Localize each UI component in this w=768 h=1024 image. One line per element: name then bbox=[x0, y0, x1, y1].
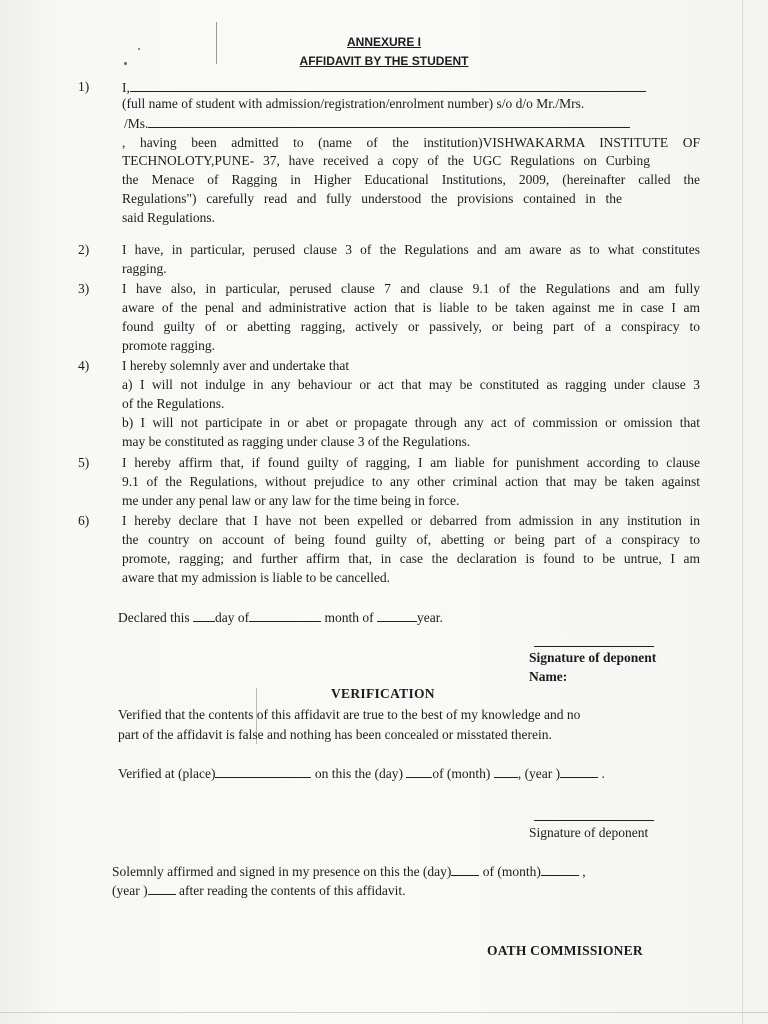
parent-name-blank[interactable] bbox=[148, 115, 630, 128]
clause-3-line-1: I have also, in particular, perused clause 7 and clause 9.1 of the Regulations and am fully bbox=[122, 281, 700, 296]
clause-6-line-4: aware that my admission is liable to be cancelled. bbox=[122, 570, 391, 585]
clause-1-line-3: /Ms. bbox=[124, 115, 630, 132]
clause-5-line-1: I hereby affirm that, if found guilty of ragging, I am liable for punishment according to clause bbox=[122, 455, 700, 470]
solemn-line-2: (year ) after reading the contents of this affidavit. bbox=[112, 883, 406, 898]
declared-line: Declared this day of month of year. bbox=[118, 610, 443, 625]
clause-number: 1) bbox=[78, 79, 90, 94]
clause-6-line-2: the country on account of being found guilty of, abetting or being part of a conspiracy to bbox=[122, 532, 700, 547]
oath-commissioner-label: OATH COMMISSIONER bbox=[487, 943, 643, 958]
scan-bottom-edge bbox=[0, 1012, 768, 1013]
deponent-signature-label-2: Signature of deponent bbox=[529, 825, 649, 840]
clause-1-line-2: (full name of student with admission/registration/enrolment number) s/o d/o Mr./Mrs. bbox=[122, 96, 585, 111]
student-name-blank[interactable] bbox=[130, 79, 646, 92]
scan-edge bbox=[742, 0, 743, 1024]
verified-at-line: Verified at (place) on this the (day) of (month) , (year ) . bbox=[118, 766, 605, 781]
annexure-heading: ANNEXURE I bbox=[346, 35, 421, 49]
solemn-month-blank[interactable] bbox=[541, 863, 579, 876]
deponent-signature-line[interactable] bbox=[534, 646, 654, 647]
verification-line-1: Verified that the contents of this affidavit are true to the best of my knowledge and no bbox=[118, 707, 581, 722]
clause-1-line-5: TECHNOLOTY,PUNE- 37, have received a copy of the UGC Regulations on Curbing bbox=[122, 153, 650, 168]
clause-number: 4) bbox=[78, 358, 90, 373]
verification-heading: VERIFICATION bbox=[331, 686, 435, 701]
clause-number: 5) bbox=[78, 455, 90, 470]
verified-year-blank[interactable] bbox=[560, 765, 598, 778]
declared-year-blank[interactable] bbox=[377, 609, 417, 622]
verified-day-blank[interactable] bbox=[406, 765, 432, 778]
declared-month-blank[interactable] bbox=[249, 609, 321, 622]
clause-2-line-1: I have, in particular, perused clause 3 of the Regulations and am aware as to what constitutes bbox=[122, 242, 700, 257]
clause-4-line-5: may be constituted as ragging under clause 3 of the Regulations. bbox=[122, 434, 471, 449]
clause-5-line-3: me under any penal law or any law for the time being in force. bbox=[122, 493, 460, 508]
solemn-line-1: Solemnly affirmed and signed in my presence on this the (day) of (month) , bbox=[112, 864, 586, 879]
clause-2-line-2: ragging. bbox=[122, 261, 167, 276]
solemn-year-blank[interactable] bbox=[148, 882, 176, 895]
clause-1-line-6: the Menace of Ragging in Higher Educational Institutions, 2009, (hereinafter called the bbox=[122, 172, 700, 187]
clause-4-line-4: b) I will not participate in or abet or propagate through any act of commission or omission that bbox=[122, 415, 700, 430]
declared-day-blank[interactable] bbox=[193, 609, 215, 622]
clause-4-line-2: a) I will not indulge in any behaviour or act that may be constituted as ragging under clause 3 bbox=[122, 377, 700, 392]
verification-line-2: part of the affidavit is false and nothing has been concealed or misstated therein. bbox=[118, 727, 552, 742]
clause-number: 2) bbox=[78, 242, 90, 257]
clause-6-line-1: I hereby declare that I have not been expelled or debarred from admission in any institution in bbox=[122, 513, 700, 528]
clause-5-line-2: 9.1 of the Regulations, without prejudice to any other criminal action that may be taken against bbox=[122, 474, 700, 489]
clause-1-line-7: Regulations") carefully read and fully understood the provisions contained in the bbox=[122, 191, 622, 206]
clause-3-line-3: found guilty of or abetting ragging, actively or passively, or being part of a conspiracy to bbox=[122, 319, 700, 334]
affidavit-title: AFFIDAVIT BY THE STUDENT bbox=[299, 54, 469, 68]
deponent-signature-label: Signature of deponent bbox=[529, 650, 657, 665]
clause-4-line-3: of the Regulations. bbox=[122, 396, 225, 411]
verified-place-blank[interactable] bbox=[215, 765, 311, 778]
deponent-name-label: Name: bbox=[529, 669, 568, 684]
clause-1-line-1: I, bbox=[122, 79, 646, 96]
clause-1-line-4: , having been admitted to (name of the institution)VISHWAKARMA INSTITUTE OF bbox=[122, 135, 700, 150]
clause-number: 6) bbox=[78, 513, 90, 528]
clause-number: 3) bbox=[78, 281, 90, 296]
clause-3-line-4: promote ragging. bbox=[122, 338, 215, 353]
deponent-signature-line-2[interactable] bbox=[534, 820, 654, 821]
clause-3-line-2: aware of the penal and administrative action that is liable to be taken against me in case I am bbox=[122, 300, 700, 315]
verified-month-blank[interactable] bbox=[494, 765, 518, 778]
clause-4-line-1: I hereby solemnly aver and undertake that bbox=[122, 358, 350, 373]
solemn-day-blank[interactable] bbox=[451, 863, 479, 876]
clause-1-line-8: said Regulations. bbox=[122, 210, 215, 225]
clause-6-line-3: promote, ragging; and further affirm that, in case the declaration is found to be untrue, I am bbox=[122, 551, 700, 566]
